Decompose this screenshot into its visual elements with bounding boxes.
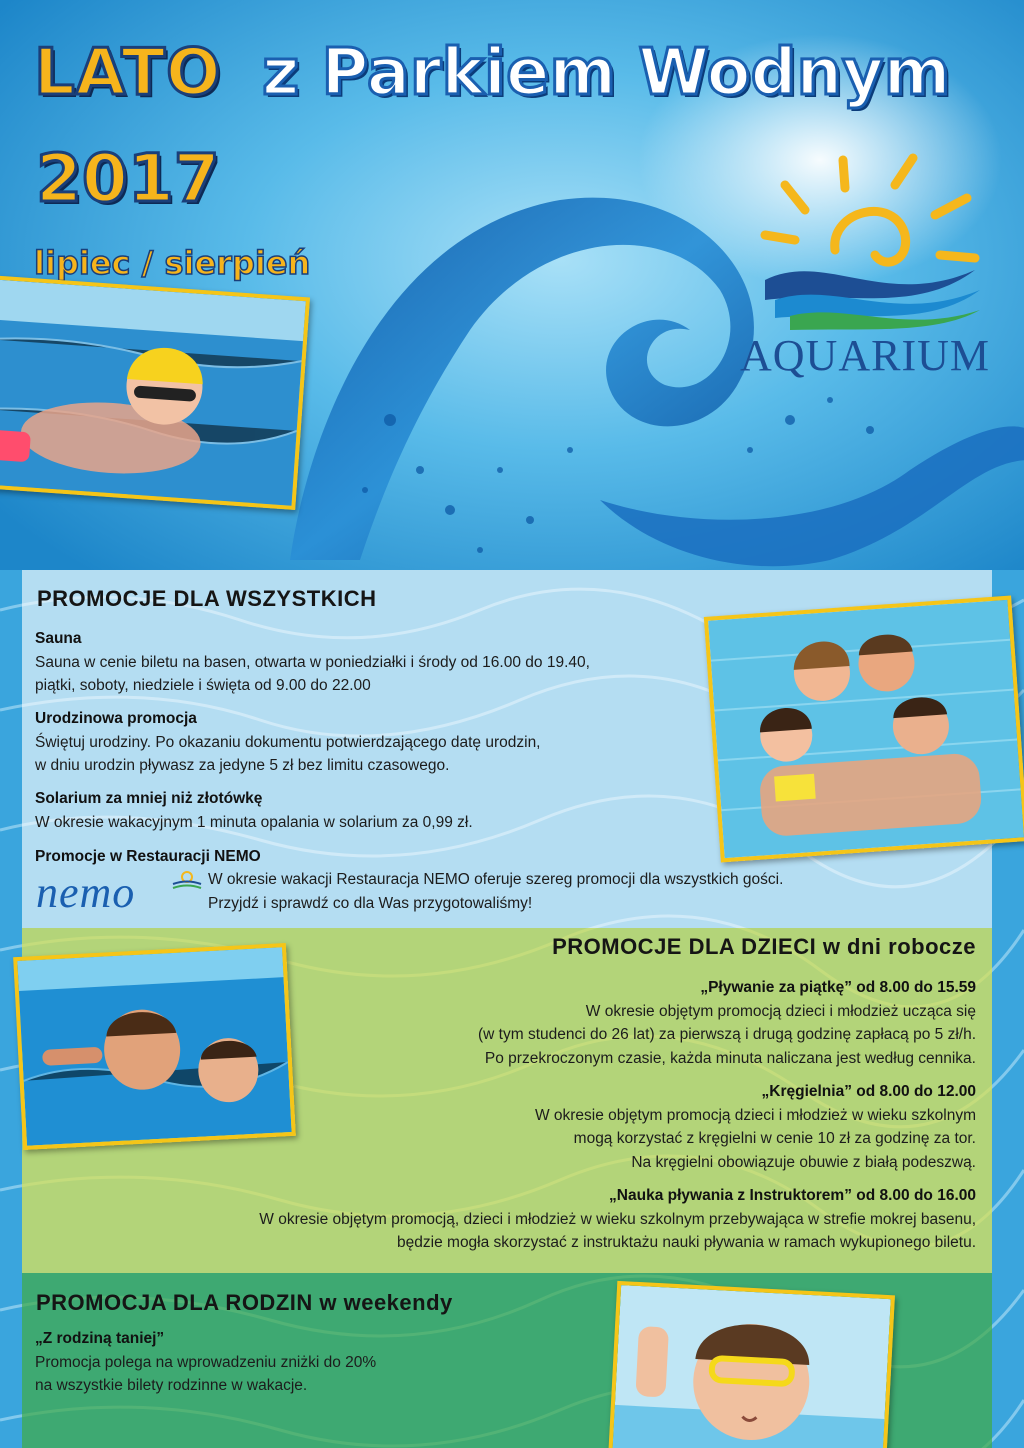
promo-bowling-line: W okresie objętym promocją dzieci i młodzież w wieku szkolnym bbox=[534, 1106, 976, 1124]
aquarium-mini-logo-icon bbox=[170, 869, 204, 891]
promo-swimming-line: Po przekroczonym czasie, każda minuta naliczana jest według cennika. bbox=[484, 1049, 976, 1067]
promo-bowling-line: mogą korzystać z kręgielni w cenie 10 zł za godzinę za tor. bbox=[573, 1130, 976, 1147]
heading-promotions-all: PROMOCJE DLA WSZYSTKICH bbox=[37, 586, 377, 611]
promo-bowling-line: Na kręgielni obowiązuje obuwie z białą podeszwą. bbox=[631, 1153, 976, 1171]
promo-birthday-title: Urodzinowa promocja bbox=[35, 710, 197, 727]
title-lato: LATO bbox=[34, 36, 222, 110]
promo-birthday-line: Świętuj urodziny. Po okazaniu dokumentu potwierdzającego datę urodzin, bbox=[35, 733, 541, 751]
promo-lessons-title: „Nauka pływania z Instruktorem” od 8.00 do 16.00 bbox=[609, 1187, 976, 1204]
promo-nemo-line: Przyjdź i sprawdź co dla Was przygotowaliśmy! bbox=[208, 894, 533, 912]
promo-sauna-line: piątki, soboty, niedziele i święta od 9.00 do 22.00 bbox=[35, 677, 371, 694]
sun-waves-icon bbox=[735, 140, 995, 330]
promo-solarium-title: Solarium za mniej niż złotówkę bbox=[35, 790, 263, 807]
promo-family-title: „Z rodziną taniej” bbox=[35, 1330, 165, 1347]
promo-sauna bbox=[35, 627, 715, 698]
promo-swimming-title: „Pływanie za piątkę” od 8.00 do 15.59 bbox=[700, 979, 976, 996]
photo-family-pool bbox=[704, 596, 1024, 863]
photo-underwater-kids bbox=[13, 943, 296, 1150]
aquarium-logo bbox=[735, 140, 995, 390]
promo-birthday bbox=[35, 707, 715, 778]
promo-nemo-title: Promocje w Restauracji NEMO bbox=[35, 848, 261, 865]
promo-family-line: na wszystkie bilety rodzinne w wakacje. bbox=[35, 1377, 308, 1394]
promo-solarium-line: W okresie wakacyjnym 1 minuta opalania w solarium za 0,99 zł. bbox=[35, 813, 473, 831]
promo-bowling-title: „Kręgielnia” od 8.00 do 12.00 bbox=[761, 1083, 976, 1100]
promo-birthday-line: w dniu urodzin pływasz za jedyne 5 zł bez limitu czasowego. bbox=[35, 757, 450, 774]
promo-swim-lessons bbox=[76, 1184, 976, 1255]
title-year: 2017 bbox=[36, 140, 220, 217]
nemo-logo-word: nemo bbox=[36, 868, 136, 917]
title-months: lipiec / sierpień bbox=[34, 244, 311, 282]
nemo-logo bbox=[36, 865, 206, 915]
heading-promotions-family: PROMOCJA DLA RODZIN w weekendy bbox=[36, 1290, 453, 1315]
photo-boy-goggles bbox=[607, 1281, 895, 1448]
promo-family-line: Promocja polega na wprowadzeniu zniżki do 20% bbox=[35, 1353, 377, 1371]
promo-sauna-line: Sauna w cenie biletu na basen, otwarta w poniedziałki i środy od 16.00 do 19.40, bbox=[35, 653, 590, 671]
promo-solarium bbox=[35, 787, 715, 834]
promo-lessons-line: będzie mogła skorzystać z instruktażu nauki pływania w ramach wykupionego biletu. bbox=[397, 1234, 976, 1251]
heading-promotions-kids: PROMOCJE DLA DZIECI w dni robocze bbox=[552, 934, 976, 959]
promo-swimming-five bbox=[276, 976, 976, 1070]
promo-nemo-line: W okresie wakacji Restauracja NEMO oferuje szereg promocji dla wszystkich gości. bbox=[208, 871, 784, 888]
promo-family-cheaper bbox=[35, 1327, 595, 1398]
photo-swimmer-girl bbox=[0, 275, 310, 510]
title-main: z Parkiem Wodnym bbox=[262, 36, 951, 110]
promo-bowling bbox=[276, 1080, 976, 1174]
promo-lessons-line: W okresie objętym promocją, dzieci i młodzież w wieku szkolnym przebywająca w strefie mokrej basenu, bbox=[259, 1210, 976, 1228]
promo-swimming-line: (w tym studenci do 26 lat) za pierwszą i drugą godzinę zapłacą po 5 zł/h. bbox=[478, 1026, 976, 1043]
logo-text: AQUARIUM bbox=[740, 331, 990, 380]
promo-swimming-line: W okresie objętym promocją dzieci i młodzież ucząca się bbox=[585, 1002, 976, 1020]
promo-nemo-text bbox=[208, 868, 908, 915]
promo-sauna-title: Sauna bbox=[35, 630, 82, 647]
